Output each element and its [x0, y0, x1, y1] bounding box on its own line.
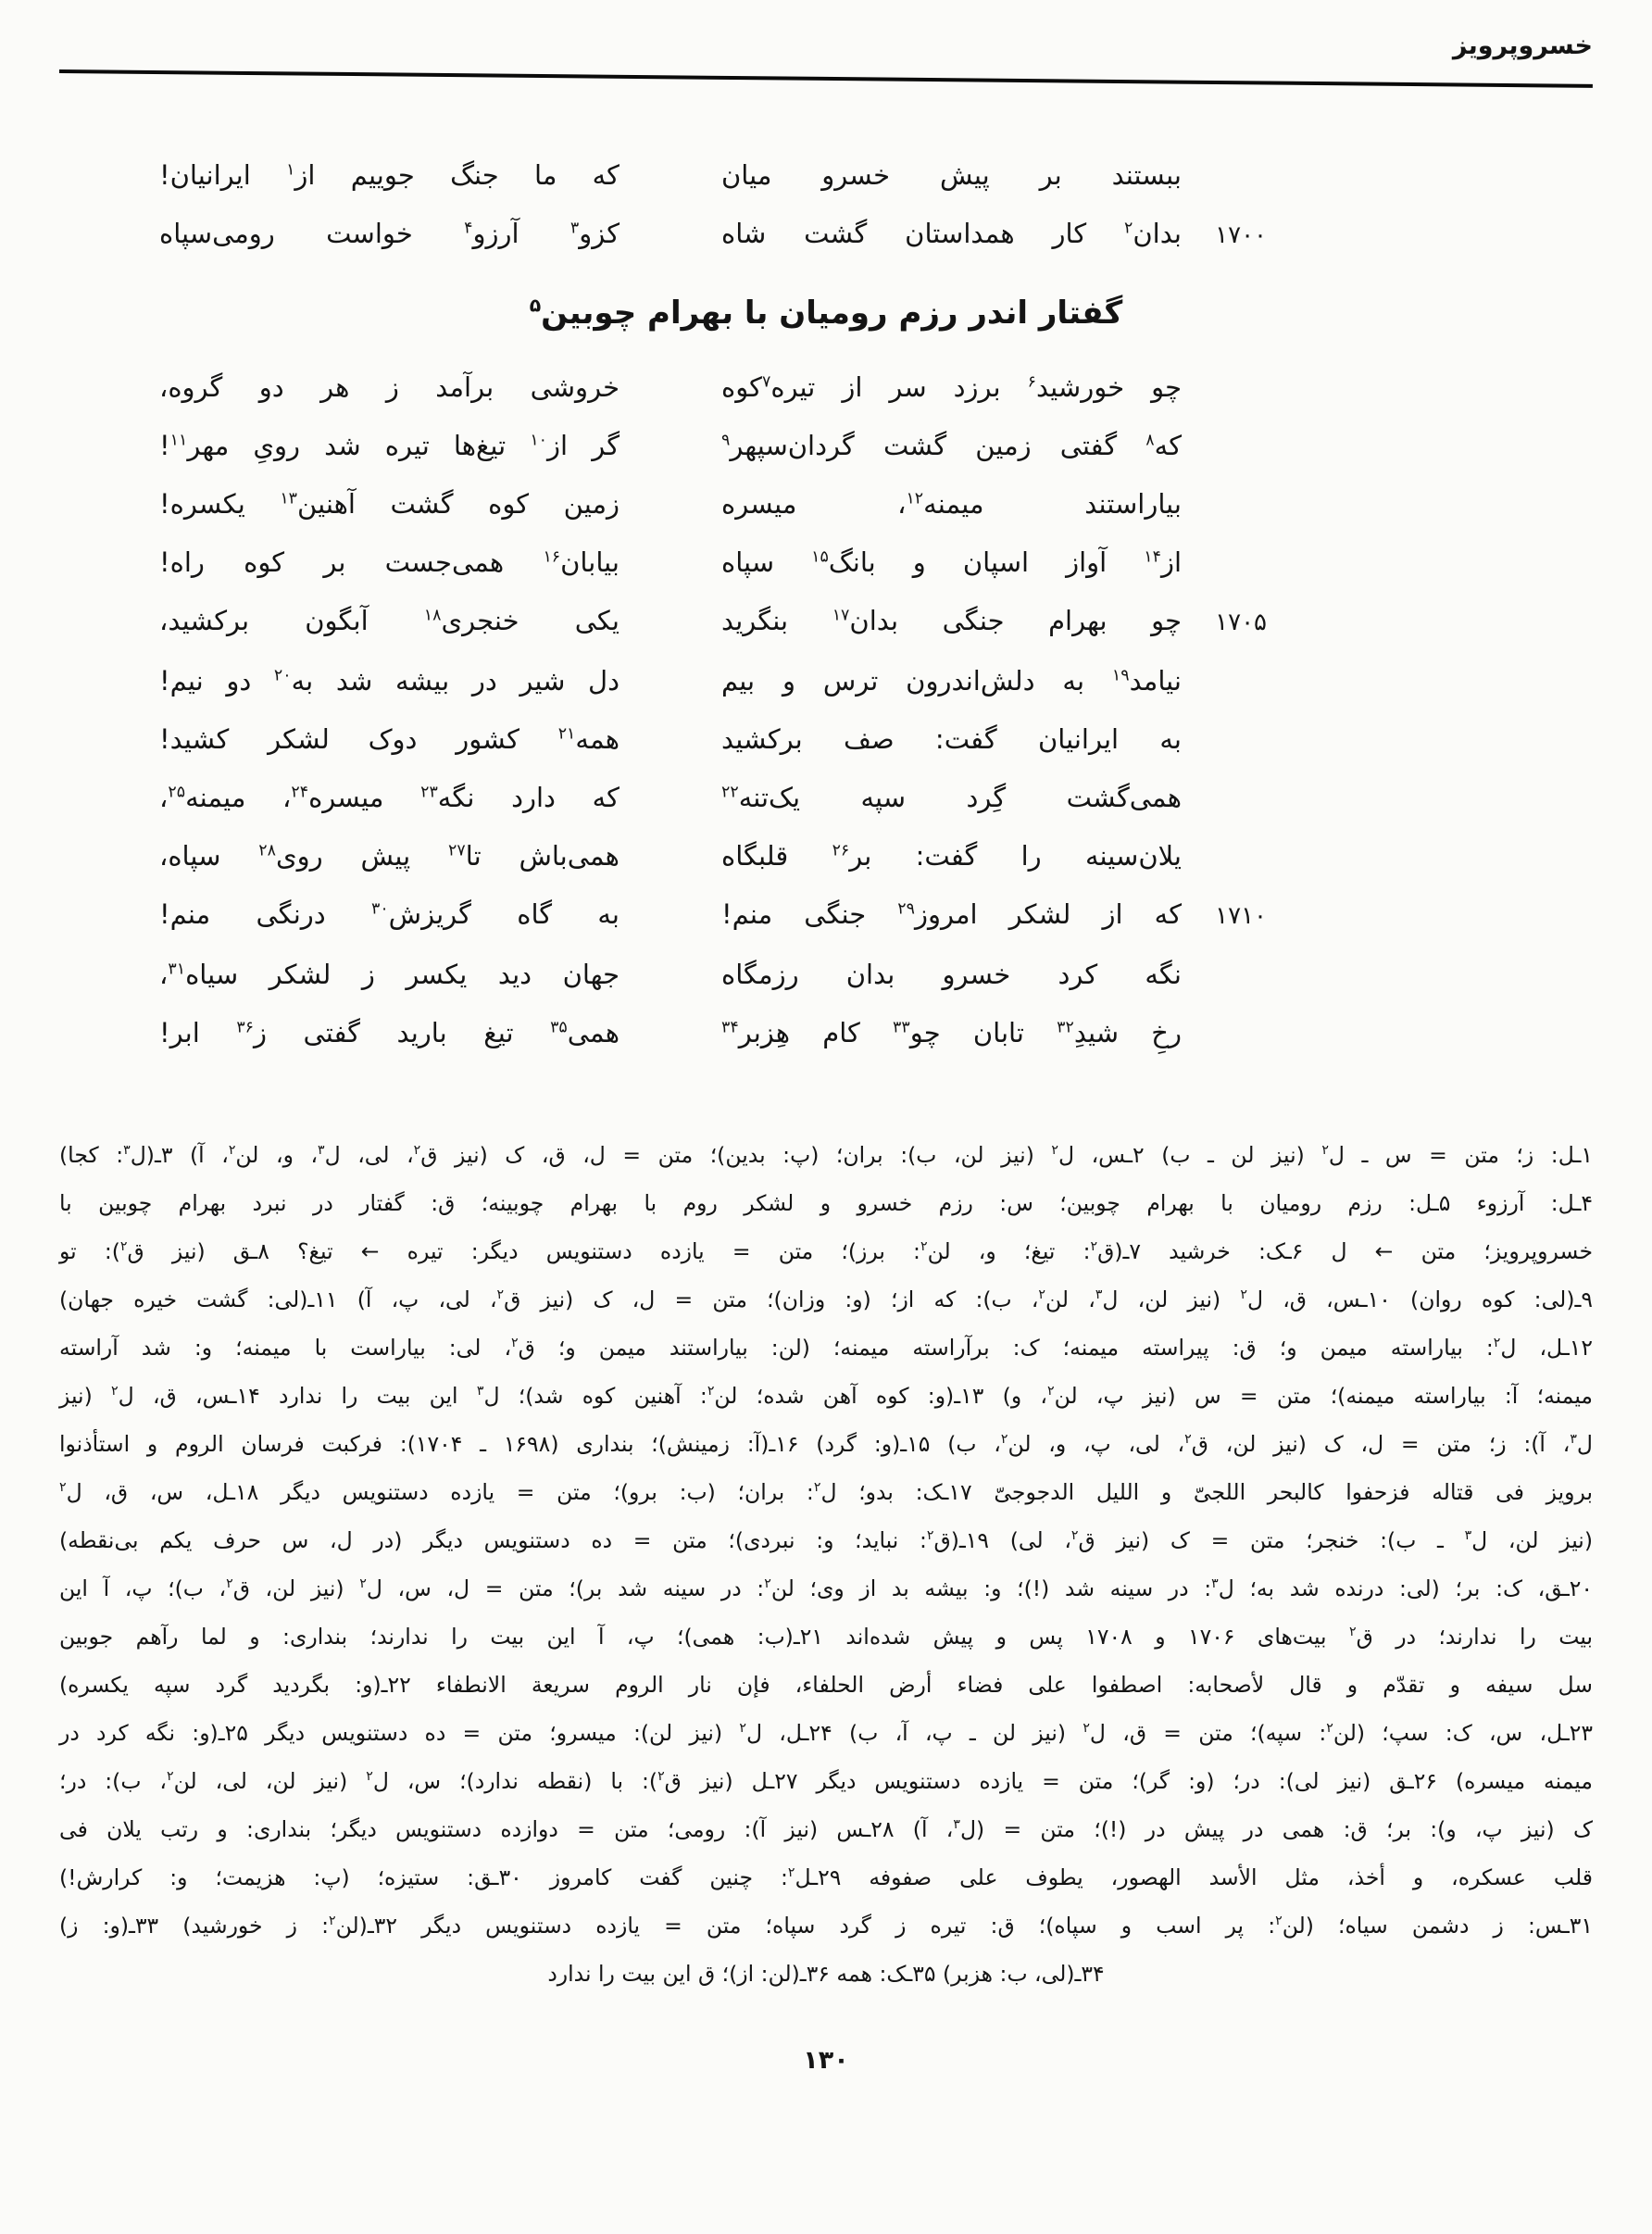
hemistich-right: بدان$^۲$ کار همداستان گشت شاه — [721, 218, 1182, 249]
footnote-line: ۳۴ـ(لی، ب: هزبر) ۳۵ـک: همه ۳۶ـ(لن: از)؛ ق این بیت را ندارد — [547, 1961, 1105, 1987]
footnote-line: میمنه؛ آ: بیاراسته میمنه)؛ متن = س (نیز پ، لن$^۲$، و) ۱۳ـ(و: کوه آهن شده؛ لن$^۲$: آهنین کوه شد)؛ ل$^۳$ این بیت را ندارد ۱۴ـس، ق، ل$^۲$ (نیز — [59, 1383, 1594, 1409]
verse-row — [152, 158, 1267, 192]
verse-number: ۱۷۰۵ — [1215, 609, 1267, 636]
hemistich-left: همه$^{۲۱}$ کشور دوک لشکر کشید! — [159, 723, 620, 755]
footnote-line: میمنه میسره) ۲۶ـق (نیز لی): در؛ (و: گر)؛ متن = یازده دستنویس دیگر ۲۷ـل (نیز ق$^۲$): با (نقطه ندارد)؛ س، ل$^۲$ (نیز لن، لی، لن$^۲$، ب): در؛ — [59, 1768, 1593, 1794]
verse-row — [152, 722, 1267, 756]
verse-row — [152, 1016, 1267, 1049]
verse-row — [152, 781, 1267, 814]
hemistich-left: گر از$^{۱۰}$ تیغ‌ها تیره شد رویِ مهر$^{۱۱}$! — [159, 430, 620, 461]
verse-row — [152, 370, 1267, 404]
verse-number: ۱۷۱۰ — [1215, 902, 1267, 930]
page-number: ۱۳۰ — [803, 2046, 849, 2075]
footnote-line: برویز فی قتاله فزحفوا کالبحر اللجیّ و اللیل الدجوجیّ ۱۷ـک: بدو؛ ل$^۲$: بران؛ (ب: برو)؛ متن = یازده دستنویس دیگر ۱۸ـل، س، ق، ل$^۲$ — [59, 1479, 1593, 1505]
hemistich-right: از$^{۱۴}$ آواز اسپان و بانگ$^{۱۵}$ سپاه — [721, 546, 1182, 578]
opening-verse-block — [152, 158, 1267, 252]
hemistich-right: بیاراستند میمنه$^{۱۲}$، میسره — [721, 488, 1182, 520]
hemistich-left: که ما جنگ جوییم از$^۱$ ایرانیان! — [159, 159, 620, 191]
hemistich-right: همی‌گشت گِرد سپه یک‌تنه$^{۲۲}$ — [721, 782, 1182, 813]
footnote-line: ک (نیز پ، و): بر؛ ق: همی در پیش در (!)؛ متن = (ل$^۳$، آ) ۲۸ـس (نیز آ): رومی؛ متن = دوازده دستنویس دیگر؛ بنداری: و رتب یلان فی — [59, 1816, 1593, 1842]
running-head-title: خسروپرویز — [1452, 31, 1593, 60]
hemistich-right: چو بهرام جنگی بدان$^{۱۷}$ بنگرید — [721, 605, 1182, 636]
verse-row — [152, 429, 1267, 462]
footnotes-block — [59, 1131, 1593, 1998]
verse-row — [152, 664, 1267, 697]
hemistich-left: کزو$^۳$ آرزو$^۴$ خواست رومی‌سپاه — [159, 218, 620, 249]
verse-row — [152, 604, 1267, 639]
verse-row — [152, 487, 1267, 521]
hemistich-left: همی‌باش تا$^{۲۷}$ پیش روی$^{۲۸}$ سپاه، — [159, 840, 620, 872]
verse-row — [152, 897, 1267, 933]
hemistich-left: زمین کوه گشت آهنین$^{۱۳}$ یکسره! — [159, 488, 620, 520]
verse-row — [152, 839, 1267, 872]
footnote-line: ۱ـل: ز؛ متن = س ـ ل$^۲$ (نیز لن ـ ب) ۲ـس، ل$^۲$ (نیز لن، ب): بران؛ (پ: بدین)؛ متن = ل، ق، ک (نیز ق$^۲$، لی، ل$^۳$، و، لن$^۲$، آ) ۳ـ(ل$^۳$: کجا) — [59, 1142, 1594, 1168]
hemistich-left: به گاه گریزش$^{۳۰}$ درنگی منم! — [159, 898, 620, 930]
verse-number: ۱۷۰۰ — [1215, 221, 1267, 249]
verse-row — [152, 217, 1267, 252]
footnote-line: ۳۱ـس: ز دشمن سیاه؛ (لن$^۲$: پر اسب و سپاه)؛ ق: تیره ز گرد سپاه؛ متن = یازده دستنویس دیگر ۳۲ـ(لن$^۲$: ز خورشید) ۳۳ـ(و: ز) — [59, 1913, 1594, 1939]
hemistich-left: جهان دید یکسر ز لشکر سیاه$^{۳۱}$، — [159, 959, 620, 990]
hemistich-right: چو خورشید$^۶$ برزد سر از تیره$^۷$کوه — [721, 371, 1183, 403]
hemistich-right: که$^۸$ گفتی زمین گشت گردان‌سپهر$^۹$ — [721, 430, 1182, 461]
footnote-line: (نیز لن، ل$^۳$ ـ ب): خنجر؛ متن = ک (نیز ق$^۲$، لی) ۱۹ـ(ق$^۲$: نباید؛ و: نبردی)؛ متن = ده دستنویس دیگر (در ل، س حرف یکم بی‌نقطه) — [59, 1527, 1593, 1553]
footnote-line: سل سیفه و تقدّم و قال لأصحابه: اصطفوا علی فضاء أرض الحلفاء، فإن نار الروم سریعة الانطفاء ۲۲ـ(و: بگردید گرد سپه یکسره) — [59, 1672, 1593, 1698]
hemistich-right: به ایرانیان گفت: صف برکشید — [721, 723, 1182, 755]
hemistich-right: یلان‌سینه را گفت: بر$^{۲۶}$ قلبگاه — [721, 840, 1182, 872]
hemistich-left: همی$^{۳۵}$ تیغ بارید گفتی ز$^{۳۶}$ ابر! — [159, 1017, 620, 1048]
hemistich-left: خروشی برآمد ز هر دو گروه، — [159, 371, 620, 403]
hemistich-left: دل شیر در بیشه شد به$^{۲۰}$ دو نیم! — [159, 665, 620, 697]
verse-row — [152, 546, 1267, 579]
main-verse-block — [152, 370, 1267, 1049]
footnote-line: قلب عسکره، و أخذ، مثل الأسد الهصور، یطوف علی صفوفه ۲۹ـل$^۲$: چنین گفت کامروز ۳۰ـق: ستیزه؛ (پ: هزیمت؛ و: کرارش!) — [59, 1864, 1593, 1890]
hemistich-right: ببستند بر پیش خسرو میان — [721, 159, 1182, 191]
footnote-line: ۲۳ـل، س، ک: سپ؛ (لن$^۲$: سپه)؛ متن = ق، ل$^۲$ (نیز لن ـ پ، آ، ب) ۲۴ـل، ل$^۲$ (نیز لن): میسرو؛ متن = ده دستنویس دیگر ۲۵ـ(و: نگه کرد در — [59, 1720, 1594, 1746]
hemistich-right: که از لشکر امروز$^{۲۹}$ جنگی منم! — [721, 898, 1182, 930]
header-rule — [59, 69, 1593, 88]
hemistich-left: که دارد نگه$^{۲۳}$ میسره$^{۲۴}$، میمنه$^{۲۵}$، — [159, 782, 620, 813]
footnote-line: خسروپرویز؛ متن ← ل ۶ـک: خرشید ۷ـ(ق$^۲$: تیغ؛ و، لن$^۲$: برز)؛ متن = یازده دستنویس دیگر: تیره ← تیغ؟ ۸ـق (نیز ق$^۲$): تو — [59, 1238, 1593, 1264]
footnote-line: ۱۲ـل، ل$^۲$: بیاراسته میمن و؛ ق: پیراسته میمنه؛ ک: برآراسته میمنه؛ (لن: بیاراستند میمن و؛ ق$^۲$، لی: بیاراست با میمنه؛ و: شد آراسته — [59, 1335, 1593, 1361]
hemistich-right: نگه کرد خسرو بدان رزمگاه — [721, 959, 1182, 990]
footnote-line: ل$^۳$، آ): ز؛ متن = ل، ک (نیز لن، ق$^۲$، لی، پ، و، لن$^۲$، ب) ۱۵ـ(و: گرد) ۱۶ـ(آ: زمینش)؛ بنداری (۱۶۹۸ ـ ۱۷۰۴): فرکبت فرسان الروم و استأذنوا — [59, 1431, 1593, 1457]
hemistich-left: یکی خنجری$^{۱۸}$ آبگون برکشید، — [159, 605, 620, 636]
section-heading: گفتار اندر رزم رومیان با بهرام چوبین$^۵$ — [529, 294, 1123, 332]
hemistich-left: بیابان$^{۱۶}$ همی‌جست بر کوه راه! — [159, 546, 620, 578]
footnote-line: ۲۰ـق، ک: بر؛ (لی: درنده شد به؛ ل$^۳$: در سینه شد (!)؛ و: بیشه بد از وی؛ لن$^۲$: در سینه شد بر)؛ متن = ل، س، ل$^۲$ (نیز لن، ق$^۲$، ب)؛ پ، آ این — [59, 1575, 1594, 1601]
hemistich-right: نیامد$^{۱۹}$ به دلش‌اندرون ترس و بیم — [721, 665, 1182, 697]
verse-row — [152, 958, 1267, 991]
footnote-line: بیت را ندارند؛ در ق$^۲$ بیت‌های ۱۷۰۶ و ۱۷۰۸ پس و پیش شده‌اند ۲۱ـ(ب: همی)؛ پ، آ این بیت را ندارند؛ بنداری: و لما رآهم جوبین — [59, 1624, 1593, 1650]
hemistich-right: رخِ شیدِ$^{۳۲}$ تابان چو$^{۳۳}$ کام هِزبر$^{۳۴}$ — [721, 1017, 1182, 1048]
footnote-line: ۹ـ(لی: کوه روان) ۱۰ـس، ق، ل$^۲$ (نیز لن، ل$^۳$، لن$^۲$، ب): که از؛ (و: وزان)؛ متن = ل، ک (نیز ق$^۲$، لی، پ، آ) ۱۱ـ(لی: گشت خیره جهان) — [59, 1286, 1594, 1312]
footnote-line: ۴ـل: آرزوء ۵ـل: رزم رومیان با بهرام چوبین؛ س: رزم خسرو و لشکر روم با بهرام چوبینه؛ ق: گفتار در نبرد بهرام چوبین با — [59, 1190, 1593, 1216]
